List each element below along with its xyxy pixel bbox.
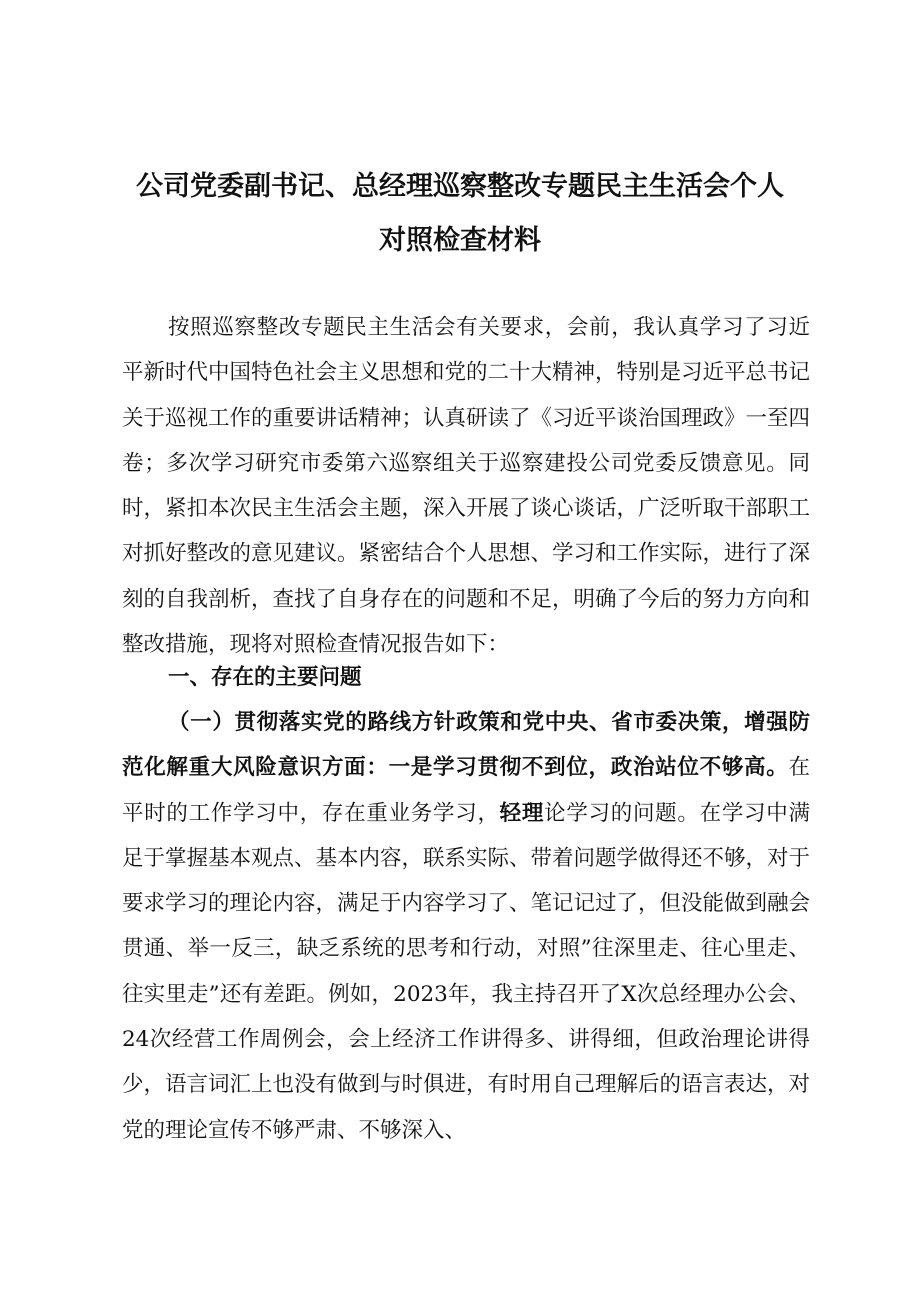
subsection-bold-lead: （一）贯彻落实党的路线方针政策和党中央、省市委决策，增强防范化解重大风险意识方面：一是学习贯彻不到位，政治站位不够高。 xyxy=(122,710,810,781)
subsection-text-part-2: 论学习的问题。在学习中满足于掌握基本观点、基本内容，联系实际、带着问题学做得还不够，对于要求学习的理论内容，满足于内容学习了、笔记记过了，但没能做到融会贯通、举一反三，缺乏系统的思考和行动，对照”往深里走、往心里走、往实里走”还有差距。例如，2023年，我主持召开了X次总经理办公会、24次经营工作周例会，会上经济工作讲得多、讲得细，但政治理论讲得少，语言词汇上也没有做到与时俱进，有时用自己理解后的语言表达，对党的理论宣传不够严肃、不够深入、 xyxy=(122,800,811,1143)
subsection-text-part-1: 在平时的工作学习中，存在重业务学习， xyxy=(122,755,810,826)
document-title-line-1: 公司党委副书记、总经理巡察整改专题民主生活会个人 xyxy=(136,171,784,202)
document-title-line-2: 对照检查材料 xyxy=(379,225,541,256)
section-heading: 一、存在的主要问题 xyxy=(168,665,362,690)
subsection-paragraph xyxy=(122,700,810,1153)
intro-paragraph: 按照巡察整改专题民主生活会有关要求，会前，我认真学习了习近平新时代中国特色社会主义思想和党的二十大精神，特别是习近平总书记关于巡视工作的重要讲话精神；认真研读了《习近平谈治国理政》一至四卷；多次学习研究市委第六巡察组关于巡察建投公司党委反馈意见。同时，紧扣本次民主生活会主题，深入开展了谈心谈话，广泛听取干部职工对抓好整改的意见建议。紧密结合个人思想、学习和工作实际，进行了深刻的自我剖析，查找了自身存在的问题和不足，明确了今后的努力方向和整改措施，现将对照检查情况报告如下： xyxy=(122,315,811,658)
subsection-bold-inline: 轻理 xyxy=(499,800,545,826)
